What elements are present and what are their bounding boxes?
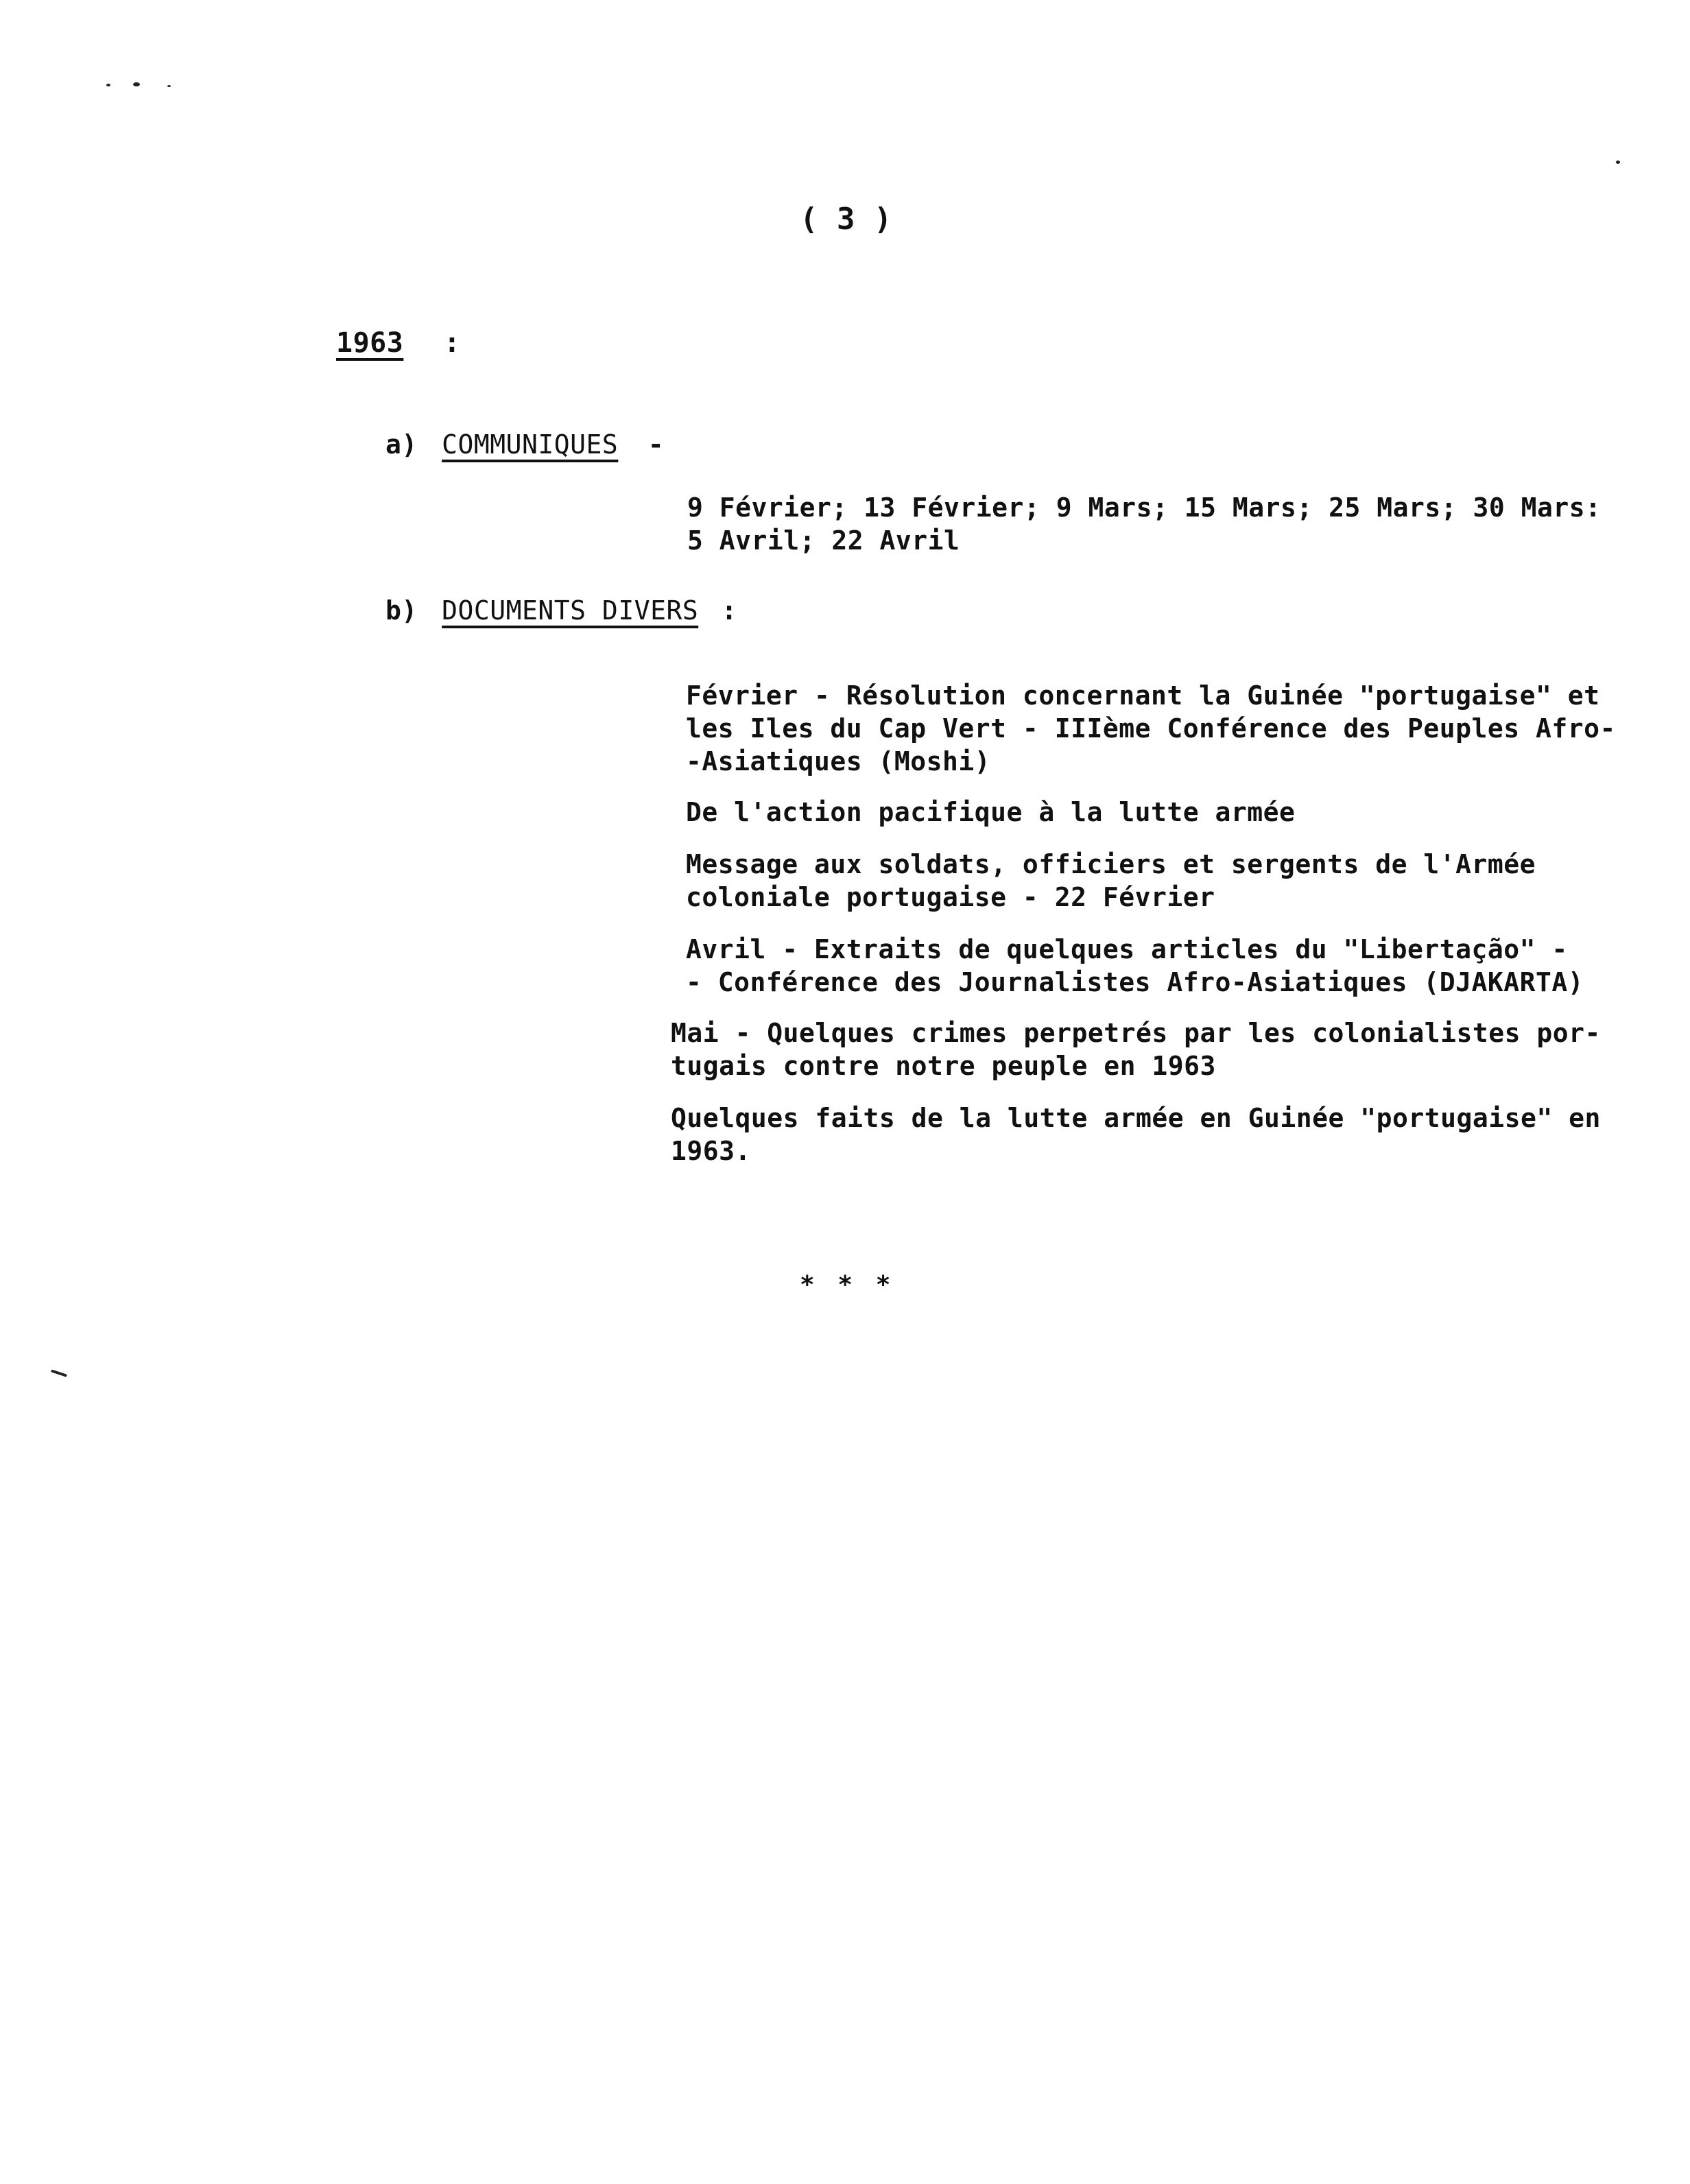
document-item-1-line-1: Février - Résolution concernant la Guinée "portugaise" et	[686, 680, 1600, 711]
document-item-6-line-1: Quelques faits de la lutte armée en Guinée "portugaise" en	[671, 1103, 1601, 1133]
document-item-4-line-2: - Conférence des Journalistes Afro-Asiatiques (DJAKARTA)	[686, 967, 1584, 997]
document-item-1-line-2: les Iles du Cap Vert - IIIème Conférence des Peuples Afro-	[686, 713, 1616, 744]
scan-speck	[167, 85, 171, 87]
communiques-dates-line-2: 5 Avril; 22 Avril	[687, 525, 960, 556]
document-item-2-line-1: De l'action pacifique à la lutte armée	[686, 797, 1296, 827]
communiques-dates-line-1: 9 Février; 13 Février; 9 Mars; 15 Mars; 25 Mars; 30 Mars:	[687, 492, 1602, 523]
scan-speck	[106, 84, 110, 86]
scan-speck	[1616, 161, 1620, 164]
section-b-title: DOCUMENTS DIVERS	[442, 595, 699, 626]
section-b-suffix: :	[721, 595, 737, 626]
document-item-6-line-2: 1963.	[671, 1136, 751, 1166]
section-a-heading	[385, 428, 664, 461]
document-item-1-line-3: -Asiatiques (Moshi)	[686, 746, 991, 776]
scan-speck	[51, 1369, 67, 1377]
section-separator: * * *	[800, 1271, 895, 1299]
year-heading-colon: :	[443, 327, 461, 359]
section-a-marker: a)	[385, 429, 418, 460]
scan-speck	[133, 82, 140, 86]
document-item-3-line-1: Message aux soldats, officiers et sergents de l'Armée	[686, 849, 1536, 879]
document-item-5-line-2: tugais contre notre peuple en 1963	[671, 1051, 1216, 1081]
document-item-3-line-2: coloniale portugaise - 22 Février	[686, 882, 1215, 912]
year-heading-year: 1963	[336, 327, 404, 359]
document-item-5-line-1: Mai - Quelques crimes perpetrés par les colonialistes por-	[671, 1018, 1601, 1048]
document-item-4-line-1: Avril - Extraits de quelques articles du "Libertação" -	[686, 934, 1568, 964]
year-heading	[336, 327, 461, 359]
section-b-heading	[385, 594, 737, 627]
section-a-suffix: -	[647, 429, 665, 460]
page-number: ( 3 )	[800, 202, 892, 237]
section-a-title: COMMUNIQUES	[442, 429, 619, 460]
section-b-marker: b)	[385, 595, 418, 626]
